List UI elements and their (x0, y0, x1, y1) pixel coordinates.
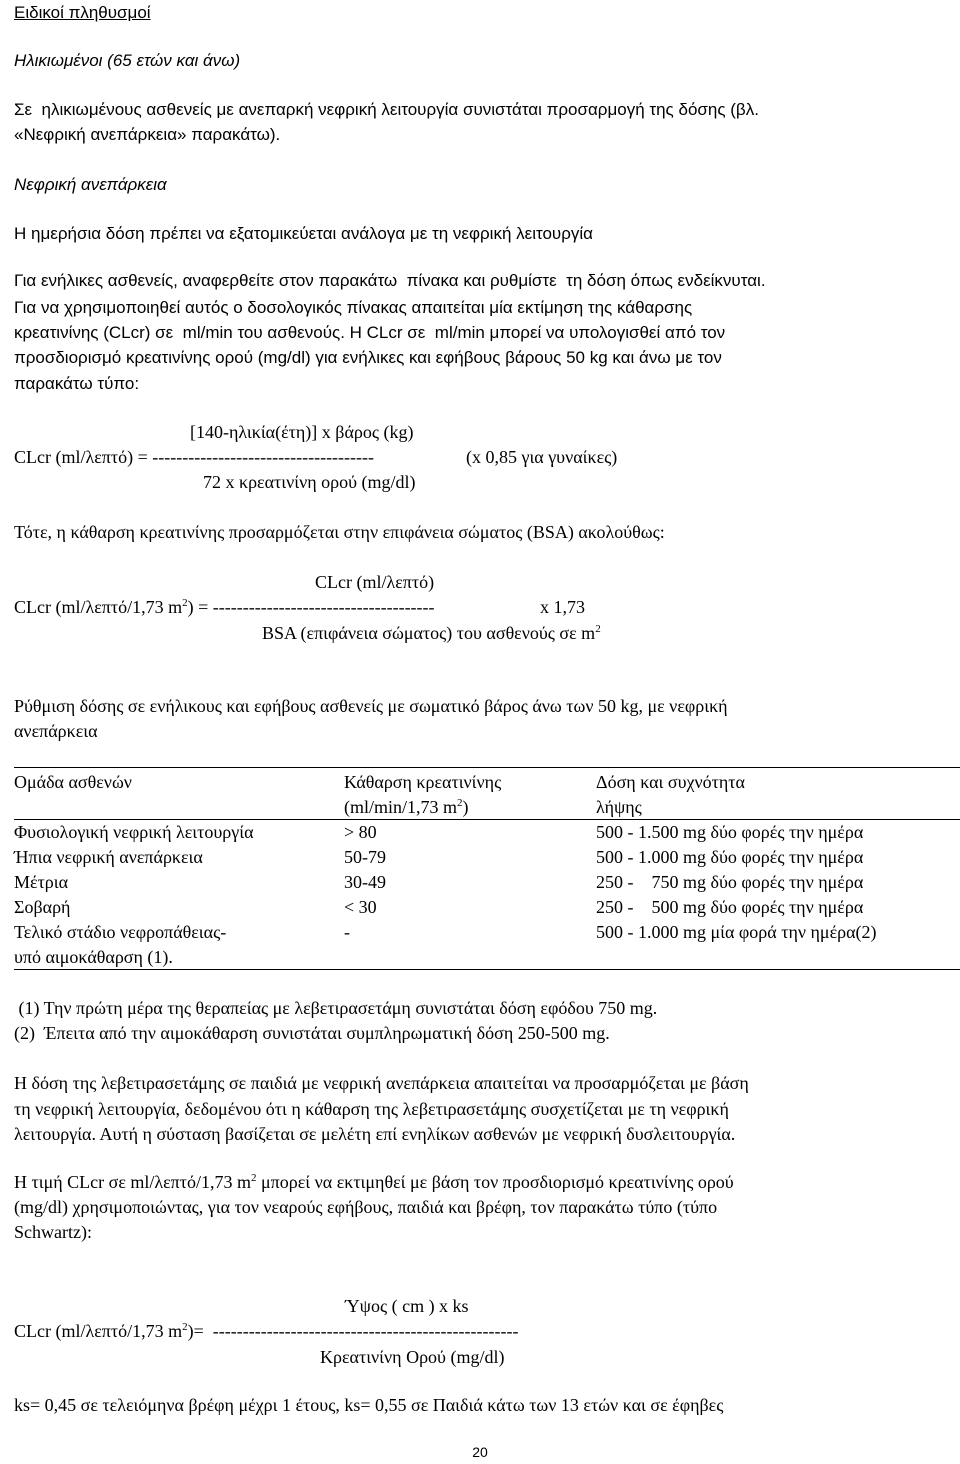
children-text-line-2: τη νεφρική λειτουργία, δεδομένου ότι η κάθαρση της λεβετιρασετάμης συσχετίζεται με τη νεφρική (14, 1099, 729, 1119)
formula1-denominator: 72 x κρεατινίνη ορού (mg/dl) (203, 472, 416, 492)
formula2-denominator (262, 621, 601, 646)
formula2-fraction-bar: ------------------------------------- (212, 597, 435, 617)
header-clearance-close: ) (462, 797, 469, 817)
footnote-1: (1) Την πρώτη μέρα της θεραπείας με λεβετιρασετάμη συνιστάται δόση εφόδου 750 mg. (14, 998, 658, 1018)
row-group: Φυσιολογική νεφρική λειτουργία (14, 822, 254, 842)
formula2-multiplier: x 1,73 (540, 597, 585, 617)
schwartz-text-line-3: Schwartz): (14, 1222, 92, 1242)
formula3-numerator: Ύψος ( cm ) x ks (345, 1296, 469, 1316)
row-group: Ήπια νεφρική ανεπάρκεια (14, 847, 203, 867)
children-text-line-1: Η δόση της λεβετιρασετάμης σε παιδιά με νεφρική ανεπάρκεια απαιτείται να προσαρμόζεται με βάση (14, 1073, 749, 1093)
formula3-fraction-bar: --------------------------------------------------- (212, 1321, 519, 1341)
formula1-numerator: [140-ηλικία(έτη)] x βάρος (kg) (190, 422, 414, 442)
renal-paragraph-3-line-1: Για να χρησιμοποιηθεί αυτός ο δοσολογικός πίνακας απαιτείται μία εκτίμηση της κάθαρσης (14, 298, 693, 317)
row-clearance: 50-79 (344, 847, 386, 867)
heading-elderly: Ηλικιωμένοι (65 ετών και άνω) (14, 51, 241, 70)
row-clearance: > 80 (344, 822, 377, 842)
schwartz-l1-sup: 2 (251, 1172, 257, 1184)
header-dose-line-1: Δόση και συχνότητα (596, 772, 745, 792)
formula2-den-sup: 2 (595, 623, 601, 635)
formula2-numerator: CLcr (ml/λεπτό) (315, 572, 435, 592)
bsa-text: Τότε, η κάθαρση κρεατινίνης προσαρμόζεται στην επιφάνεια σώματος (BSA) ακολούθως: (14, 522, 665, 542)
formula2-sup: 2 (182, 597, 188, 609)
formula3-equals: )= (187, 1321, 213, 1341)
renal-paragraph-3-line-3: προσδιορισμό κρεατινίνης ορού (mg/dl) για ενήλικες και εφήβους βάρους 50 kg και άνω με τον (14, 348, 722, 367)
header-clearance-line-2 (344, 795, 469, 820)
formula3-main-line (14, 1319, 518, 1344)
formula1-main-line (14, 445, 374, 470)
formula3-sup: 2 (182, 1321, 188, 1333)
row-group: Τελικό στάδιο νεφροπάθειας- (14, 922, 227, 942)
row-dose: 500 - 1.500 mg δύο φορές την ημέρα (596, 822, 864, 842)
row-group: Σοβαρή (14, 897, 71, 917)
schwartz-l1-end: μπορεί να εκτιμηθεί με βάση τον προσδιορισμό κρεατινίνης ορού (256, 1172, 734, 1192)
renal-paragraph-2: Για ενήλικες ασθενείς, αναφερθείτε στον παρακάτω πίνακα και ρυθμίστε τη δόση όπως ενδείκνυται. (14, 271, 766, 290)
row-dose: 250 - 750 mg δύο φορές την ημέρα (596, 872, 864, 892)
table-title-line-2: ανεπάρκεια (14, 721, 98, 741)
formula2-den-text: BSA (επιφάνεια σώματος) του ασθενούς σε m (262, 623, 596, 643)
renal-p3-line2-start: κρεατινίνης (CLcr) σε ml/min του ασθενούς. (14, 323, 345, 342)
row-group: Μέτρια (14, 872, 69, 892)
children-text-line-3: λειτουργία. Αυτή η σύσταση βασίζεται σε μελέτη επί ενηλίκων ασθενών με νεφρική δυσλειτουργία. (14, 1124, 736, 1144)
elderly-text-line-2: «Νεφρική ανεπάρκεια» παρακάτω). (14, 125, 281, 144)
footnote-2: (2) Έπειτα από την αιμοκάθαρση συνιστάται συμπληρωματική δόση 250-500 mg. (14, 1023, 610, 1043)
header-dose-line-2: λήψης (596, 797, 642, 817)
row-dose: 500 - 1.000 mg μία φορά την ημέρα(2) (596, 922, 877, 942)
heading-renal-impairment: Νεφρική ανεπάρκεια (14, 175, 167, 194)
row-group-line-2: υπό αιμοκάθαρση (1). (14, 947, 173, 967)
renal-paragraph-1: Η ημερήσια δόση πρέπει να εξατομικεύεται ανάλογα με τη νεφρική λειτουργία (14, 224, 593, 243)
heading-special-populations: Ειδικοί πληθυσμοί (14, 3, 151, 22)
row-clearance: < 30 (344, 897, 377, 917)
formula2-main-line (14, 595, 435, 620)
formula2-equals: ) = (187, 597, 213, 617)
table-title-line-1: Ρύθμιση δόσης σε ενήλικους και εφήβους ασθενείς με σωματικό βάρος άνω των 50 kg, με νεφρική (14, 696, 728, 716)
formula1-fraction-bar: ------------------------------------- (152, 447, 375, 467)
row-clearance: 30-49 (344, 872, 386, 892)
renal-paragraph-3-line-2 (14, 320, 725, 345)
formula1-note: (x 0,85 για γυναίκες) (466, 447, 618, 467)
header-clearance-line-1: Κάθαρση κρεατινίνης (344, 772, 502, 792)
renal-paragraph-3-line-4: παρακάτω τύπο: (14, 374, 140, 393)
schwartz-l1-start: Η τιμή CLcr σε ml/λεπτό/1,73 m (14, 1172, 251, 1192)
formula1-lhs: CLcr (ml/λεπτό) = (14, 447, 153, 467)
schwartz-text-line-1 (14, 1170, 734, 1195)
row-dose: 500 - 1.000 mg δύο φορές την ημέρα (596, 847, 864, 867)
page-number: 20 (472, 1444, 488, 1460)
table-top-rule (14, 767, 960, 768)
header-clearance-sup: 2 (457, 797, 463, 809)
formula2-lhs: CLcr (ml/λεπτό/1,73 m (14, 597, 183, 617)
header-patient-group: Ομάδα ασθενών (14, 772, 132, 792)
row-dose: 250 - 500 mg δύο φορές την ημέρα (596, 897, 864, 917)
elderly-text-line-1: Σε ηλικιωμένους ασθενείς με ανεπαρκή νεφρική λειτουργία συνιστάται προσαρμογή της δόσης (βλ. (14, 100, 759, 119)
formula3-denominator: Κρεατινίνη Ορού (mg/dl) (320, 1347, 505, 1367)
schwartz-text-line-2: (mg/dl) χρησιμοποιώντας, για τον νεαρούς εφήβους, παιδιά και βρέφη, τον παρακάτω τύπο (τύπο (14, 1197, 718, 1217)
formula3-lhs: CLcr (ml/λεπτό/1,73 m (14, 1321, 183, 1341)
renal-p3-line2-tail: Η CLcr σε ml/min μπορεί να υπολογισθεί από τον (344, 323, 726, 342)
header-clearance-unit: (ml/min/1,73 m (344, 797, 458, 817)
table-bottom-rule (14, 969, 960, 970)
ks-text: ks= 0,45 σε τελειόμηνα βρέφη μέχρι 1 έτους, ks= 0,55 σε Παιδιά κάτω των 13 ετών και σε έφηβες (14, 1395, 724, 1415)
row-clearance: - (344, 922, 350, 942)
